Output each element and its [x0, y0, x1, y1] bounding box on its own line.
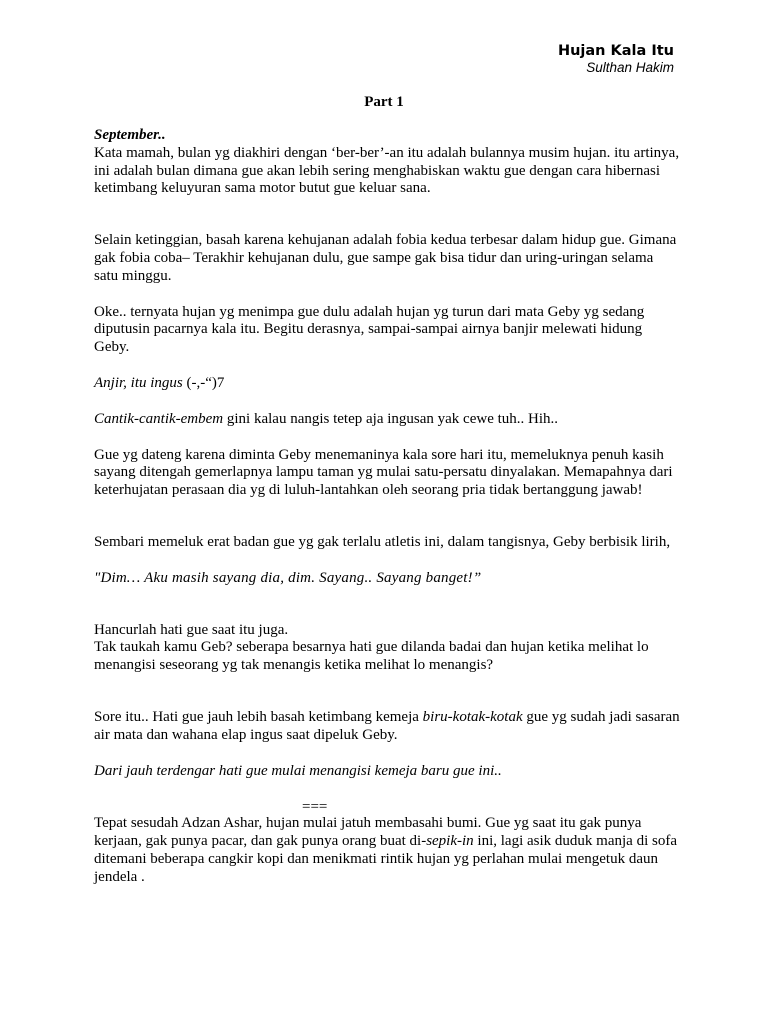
paragraph-9-line-1: Hancurlah hati gue saat itu juga. [94, 621, 289, 638]
paragraph-10 [94, 709, 680, 745]
paragraph-10-italic: biru-kotak-kotak [422, 708, 523, 725]
paragraph-3: Oke.. ternyata hujan yg menimpa gue dulu adalah hujan yg turun dari mata Geby yg sedang diputusin pacarnya kala itu. Begitu derasnya, sampai-sampai airnya banjir melewati hidung Geby. [94, 303, 645, 356]
paragraph-11: Dari jauh terdengar hati gue mulai menangisi kemeja baru gue ini.. [94, 762, 502, 779]
paragraph-4-italic: Anjir, itu ingus [94, 374, 183, 391]
paragraph-2: Selain ketinggian, basah karena kehujanan adalah fobia kedua terbesar dalam hidup gue. Gimana gak fobia coba– Terakhir kehujanan dulu, gue sampe gak bisa tidur dan uring-uringan selama satu minggu. [94, 232, 677, 284]
document-header [558, 42, 674, 76]
document-author: Sulthan Hakim [586, 60, 674, 75]
quote-paragraph: "Dim… Aku masih sayang dia, dim. Sayang.. Sayang banget!” [94, 569, 482, 586]
month-heading: September.. [94, 127, 166, 143]
paragraph-4 [94, 375, 680, 393]
paragraph-12-italic: sepik-in [426, 833, 474, 850]
document-title: Hujan Kala Itu [557, 43, 674, 59]
paragraph-7: Sembari memeluk erat badan gue yg gak terlalu atletis ini, dalam tangisnya, Geby berbisik lirih, [94, 533, 671, 550]
paragraph-5-rest: gini kalau nangis tetep aja ingusan yak cewe tuh.. Hih.. [223, 410, 559, 427]
paragraph-5-italic: Cantik-cantik-embem [94, 410, 224, 427]
paragraph-12-a: Tepat sesudah Adzan Ashar, hujan mulai jatuh membasahi bumi. Gue yg saat itu gak punya kerjaan, gak punya pacar, dan gak punya orang buat di- [94, 815, 642, 850]
paragraph-1 [94, 127, 680, 198]
paragraph-10-a: Sore itu.. Hati gue jauh lebih basah ketimbang kemeja [94, 708, 423, 725]
section-separator: === [302, 799, 328, 816]
paragraph-9 [94, 622, 680, 675]
paragraph-12 [94, 815, 680, 886]
document-body [94, 127, 680, 887]
part-heading: Part 1 [364, 94, 404, 110]
paragraph-4-rest: (-,-“)7 [182, 374, 225, 391]
paragraph-5 [94, 411, 680, 429]
paragraph-6: Gue yg dateng karena diminta Geby menemaninya kala sore hari itu, memeluknya penuh kasih sayang ditengah gemerlapnya lampu taman yg mulai satu-persatu dinyalakan. Memapahnya dari keterhujatan perasaan dia yg di luluh-lantahkan oleh seorang pria tidak bertanggung jawab! [94, 446, 673, 499]
paragraph-9-line-2: Tak taukah kamu Geb? seberapa besarnya hati gue dilanda badai dan hujan ketika melihat lo menangisi seseorang yg tak menangis ketika melihat lo menangis? [94, 639, 649, 674]
paragraph-12-b: ini, lagi asik duduk manja di sofa ditemani beberapa cangkir kopi dan menikmati rintik hujan yg perlahan mulai mengetuk daun jendela . [94, 833, 677, 885]
paragraph-1-text: Kata mamah, bulan yg diakhiri dengan ‘ber-ber’-an itu adalah bulannya musim hujan. itu artinya, ini adalah bulan dimana gue akan lebih sering menghabiskan waktu gue dengan cara hibernasi ketimbang keluyuran sama motor butut gue keluar sana. [94, 144, 680, 197]
paragraph-10-b: gue yg sudah jadi sasaran air mata dan wahana elap ingus saat dipeluk Geby. [94, 708, 680, 743]
